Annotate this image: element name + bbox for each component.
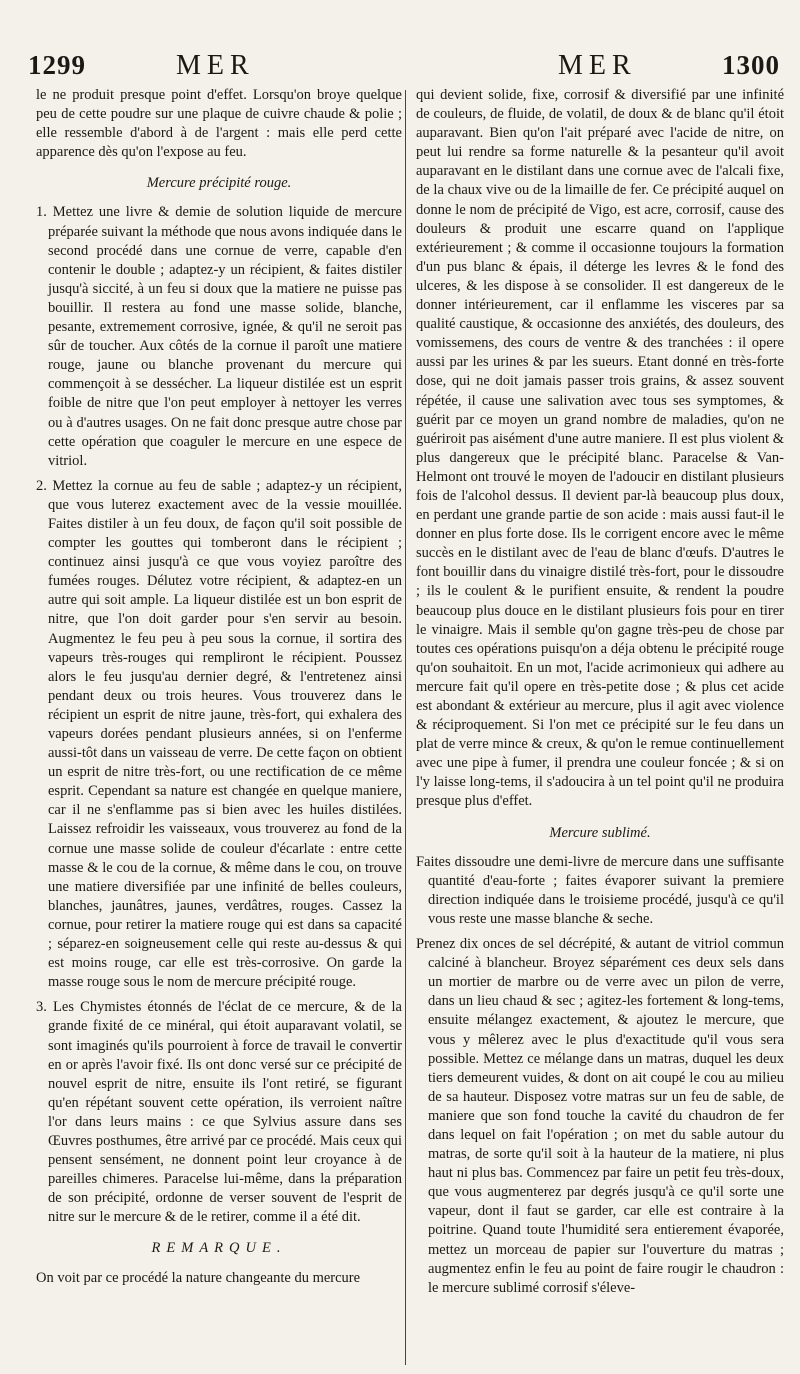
numbered-item-2: 2. Mettez la cornue au feu de sable ; adaptez-y un récipient, que vous luterez exactement avec de la vessie mouillée. Faites distiler à un feu doux, de façon qu'il soit possible de compter les gouttes qui tomberont dans le récipient ; continuez ainsi jusqu'à ce que vous voyiez paroître des fumées rouges. Délutez votre récipient, & adaptez-en un autre qui soit ample. La liqueur distilée est un bon esprit de nitre, que l'on doit garder pour s'en servir au besoin. Augmentez le feu peu à peu sous la cornue, il sortira des vapeurs très-rouges qui rempliront le récipient. Poussez alors le feu jusqu'au dernier degré, & l'entretenez ainsi pendant deux ou trois heures. Vous trouverez dans le récipient un esprit de nitre jaune, très-fort, qui exhalera des vapeurs dorées pendant plusieurs années, si on l'enferme aussi-tôt dans un vaisseau de verre. De cette façon on obtient un esprit de nitre très-fort, ou une rectification de ce même esprit. Cependant sa nature est changée en quelque maniere, car il ne s'enflamme pas si bien avec les huiles distilées. Laissez refroidir les vaisseaux, vous trouverez au fond de la cornue une masse solide de couleur d'écarlate : entre cette masse & le cou de la cornue, & même dans le cou, on trouve une matiere diversifiée par une infinité de belles couleurs, blanches, jaunâtres, jaunes, verdâtres, rouges. Cassez la cornue, pour retirer la matiere rouge qui est dans sa capacité ; séparez-en soigneusement celle qui reste au-dessus & qui est moins rouge, car elle est très-corrosive. On garde la masse rouge sous le nom de mercure précipité rouge.: [36, 477, 402, 991]
running-header: [28, 50, 780, 90]
column-divider: [405, 90, 406, 1365]
paragraph-continuation: qui devient solide, fixe, corrosif & diversifié par une infinité de couleurs, de fluide, de volatil, de doux & de blanc qu'il étoit auparavant. Bien qu'on l'ait préparé avec l'acide de nitre, on peut lui rendre sa forme naturelle & la pesanteur qu'il avoit auparavant en le distilant dans une cornue avec de l'alcali fixe, de la chaux vive ou de la limaille de fer. Ce précipité auquel on donne le nom de précipité de Vigo, est acre, corrosif, cause des douleurs & produit une escarre quand on l'applique extérieurement ; & comme il occasionne toujours la formation d'un pus blanc & épais, il déterge les levres & le fond des ulceres, & les dispose à se consolider. Il est dangereux de le donner intérieurement, car il enflamme les visceres par sa qualité caustique, & occasionne des anxiétés, des douleurs, des vomissemens, des cours de ventre & des tranchées : il opere aussi par les urines & par les sueurs. Etant donné en très-forte dose, qui ne doit jamais passer trois grains, & assez souvent répétée, il cause une salivation avec tous ses symptomes, & guérit par ce moyen un grand nombre de maladies, qu'on ne guériroit pas aisément d'une autre maniere. Il est plus violent & plus dangereux que le précipité blanc. Paracelse & Van-Helmont ont trouvé le moyen de l'adoucir en distilant plusieurs fois de l'alcohol dessus. Il devient par-là beaucoup plus doux, en perdant une grande partie de son acide : mais aussi faut-il le donner en plus forte dose. Ils le corrigent encore avec le même succès en le distilant avec de l'eau de blanc d'œufs. D'autres le font bouillir dans du vinaigre distilé très-fort, pour le dissoudre ; ils le coulent & le purifient ensuite, & rendent la poudre beaucoup plus douce en le distilant plusieurs fois pour en tirer le vinaigre. Mais il semble qu'on gagne très-peu de chose par toutes ces opérations puisqu'on a déja obtenu le précipité rouge qu'on souhaitoit. En un mot, l'acide acrimonieux qui adhere au mercure fait qu'il opere en très-petite dose ; & plus cet acide est abondant & extérieur au mercure, plus il agit avec violence & réciproquement. Si l'on met ce précipité sur le feu dans un plat de verre mince & creux, & qu'on le remue continuellement avec une pipe à fumer, il prendra une couleur foncée ; & si on l'y laisse long-tems, il s'adoucira à un tel point qu'il ne produira presque plus d'effet.: [416, 87, 784, 810]
left-column: [36, 86, 402, 1294]
right-column: [416, 86, 784, 1304]
numbered-item-3: 3. Les Chymistes étonnés de l'éclat de ce mercure, & de la grande fixité de ce minéral, qui étoit auparavant volatil, se sont imaginés qu'ils pourroient à force de travail le convertir en or après l'avoir fixé. Ils ont donc versé sur ce précipité de nouvel esprit de nitre, ensuite ils l'ont retiré, se figurant qu'en répétant souvent cette opération, ils verroient naître l'or dans leurs mains : ce que Sylvius assure dans ses Œuvres posthumes, être arrivé par ce procédé. Mais ceux qui pensent sensément, ne donnent point leur croyance à de pareilles chimeres. Paracelse lui-même, dans la préparation de son précipité, ordonne de verser souvent de l'esprit de nitre sur le mercure & de le retirer, comme il a été dit.: [36, 999, 402, 1226]
paragraph-prenez: Prenez dix onces de sel décrépité, & autant de vitriol commun calciné à blancheur. Broyez séparément ces deux sels dans un mortier de marbre ou de verre avec un pilon de verre, dans un lieu chaud & sec ; agitez-les fortement & long-tems, ensuite mélangez exactement, & ajoutez le mercure, que vous y mêlerez avec le plus d'exactitude qu'il vous sera possible. Mettez ce mélange dans un matras, duquel les deux tiers demeurent vuides, & dont on ait coupé le cou au milieu de sa hauteur. Disposez votre matras sur un feu de sable, de maniere que son fond touche la cavité du chaudron de fer dans lequel on fait l'opération ; on met du sable autour du matras, de sorte qu'il soit à la hauteur de la matiere, ni plus haut ni plus bas. Commencez par faire un petit feu très-doux, que vous augmenterez par degrés jusqu'à ce qu'il sorte une vapeur, dont il faut se garder, car elle est contraire à la poitrine. Quand toute l'humidité sera entierement évaporée, mettez un morceau de papier sur l'ouverture du matras ; augmentez enfin le feu au point de faire rougir le chaudron : le mercure sublimé corrosif s'éleve-: [416, 936, 784, 1296]
paragraph-intro: le ne produit presque point d'effet. Lorsqu'on broye quelque peu de cette poudre sur une plaque de cuivre chaude & polie ; elle ressemble d'abord à de l'argent : mais elle perd cette apparence dès qu'on l'expose au feu.: [36, 87, 402, 161]
heading-mercure-precipite-rouge: Mercure précipité rouge.: [146, 175, 292, 192]
page-number-right: 1300: [722, 50, 780, 80]
paragraph-remarque: On voit par ce procédé la nature changeante du mercure: [36, 1269, 361, 1286]
heading-mercure-sublime: Mercure sublimé.: [549, 824, 651, 841]
page-number-left: 1299: [28, 50, 86, 80]
heading-remarque: REMARQUE.: [151, 1240, 287, 1257]
numbered-item-1: 1. Mettez une livre & demie de solution liquide de mercure préparée suivant la méthode que nous avons indiquée dans le second procédé dans une cornue de verre, capable d'en contenir le double ; adaptez-y un récipient, & faites distiler jusqu'à siccité, à un feu si doux que la matiere ne puisse pas bouillir. Il restera au fond une masse solide, blanche, pesante, extremement corrosive, ignée, & qu'il ne seroit pas sûr de toucher. Aux côtés de la cornue il paroît une matiere rouge, jaune ou blanche provenant du mercure qui commençoit à se dessécher. La liqueur distilée est un esprit foible de nitre que l'on peut employer à nettoyer les verres ou à d'autres usages. On ne fait donc presque autre chose par cette opération que coaguler le mercure en une espece de vitriol.: [36, 204, 402, 469]
header-word-left: MER: [176, 50, 255, 81]
header-word-right: MER: [558, 50, 637, 81]
paragraph-faites: Faites dissoudre une demi-livre de mercure dans une suffisante quantité d'eau-forte ; faites évaporer suivant la premiere direction indiquée dans le troisieme procédé, jusqu'à ce qu'il vous reste une masse blanche & seche.: [416, 853, 784, 927]
